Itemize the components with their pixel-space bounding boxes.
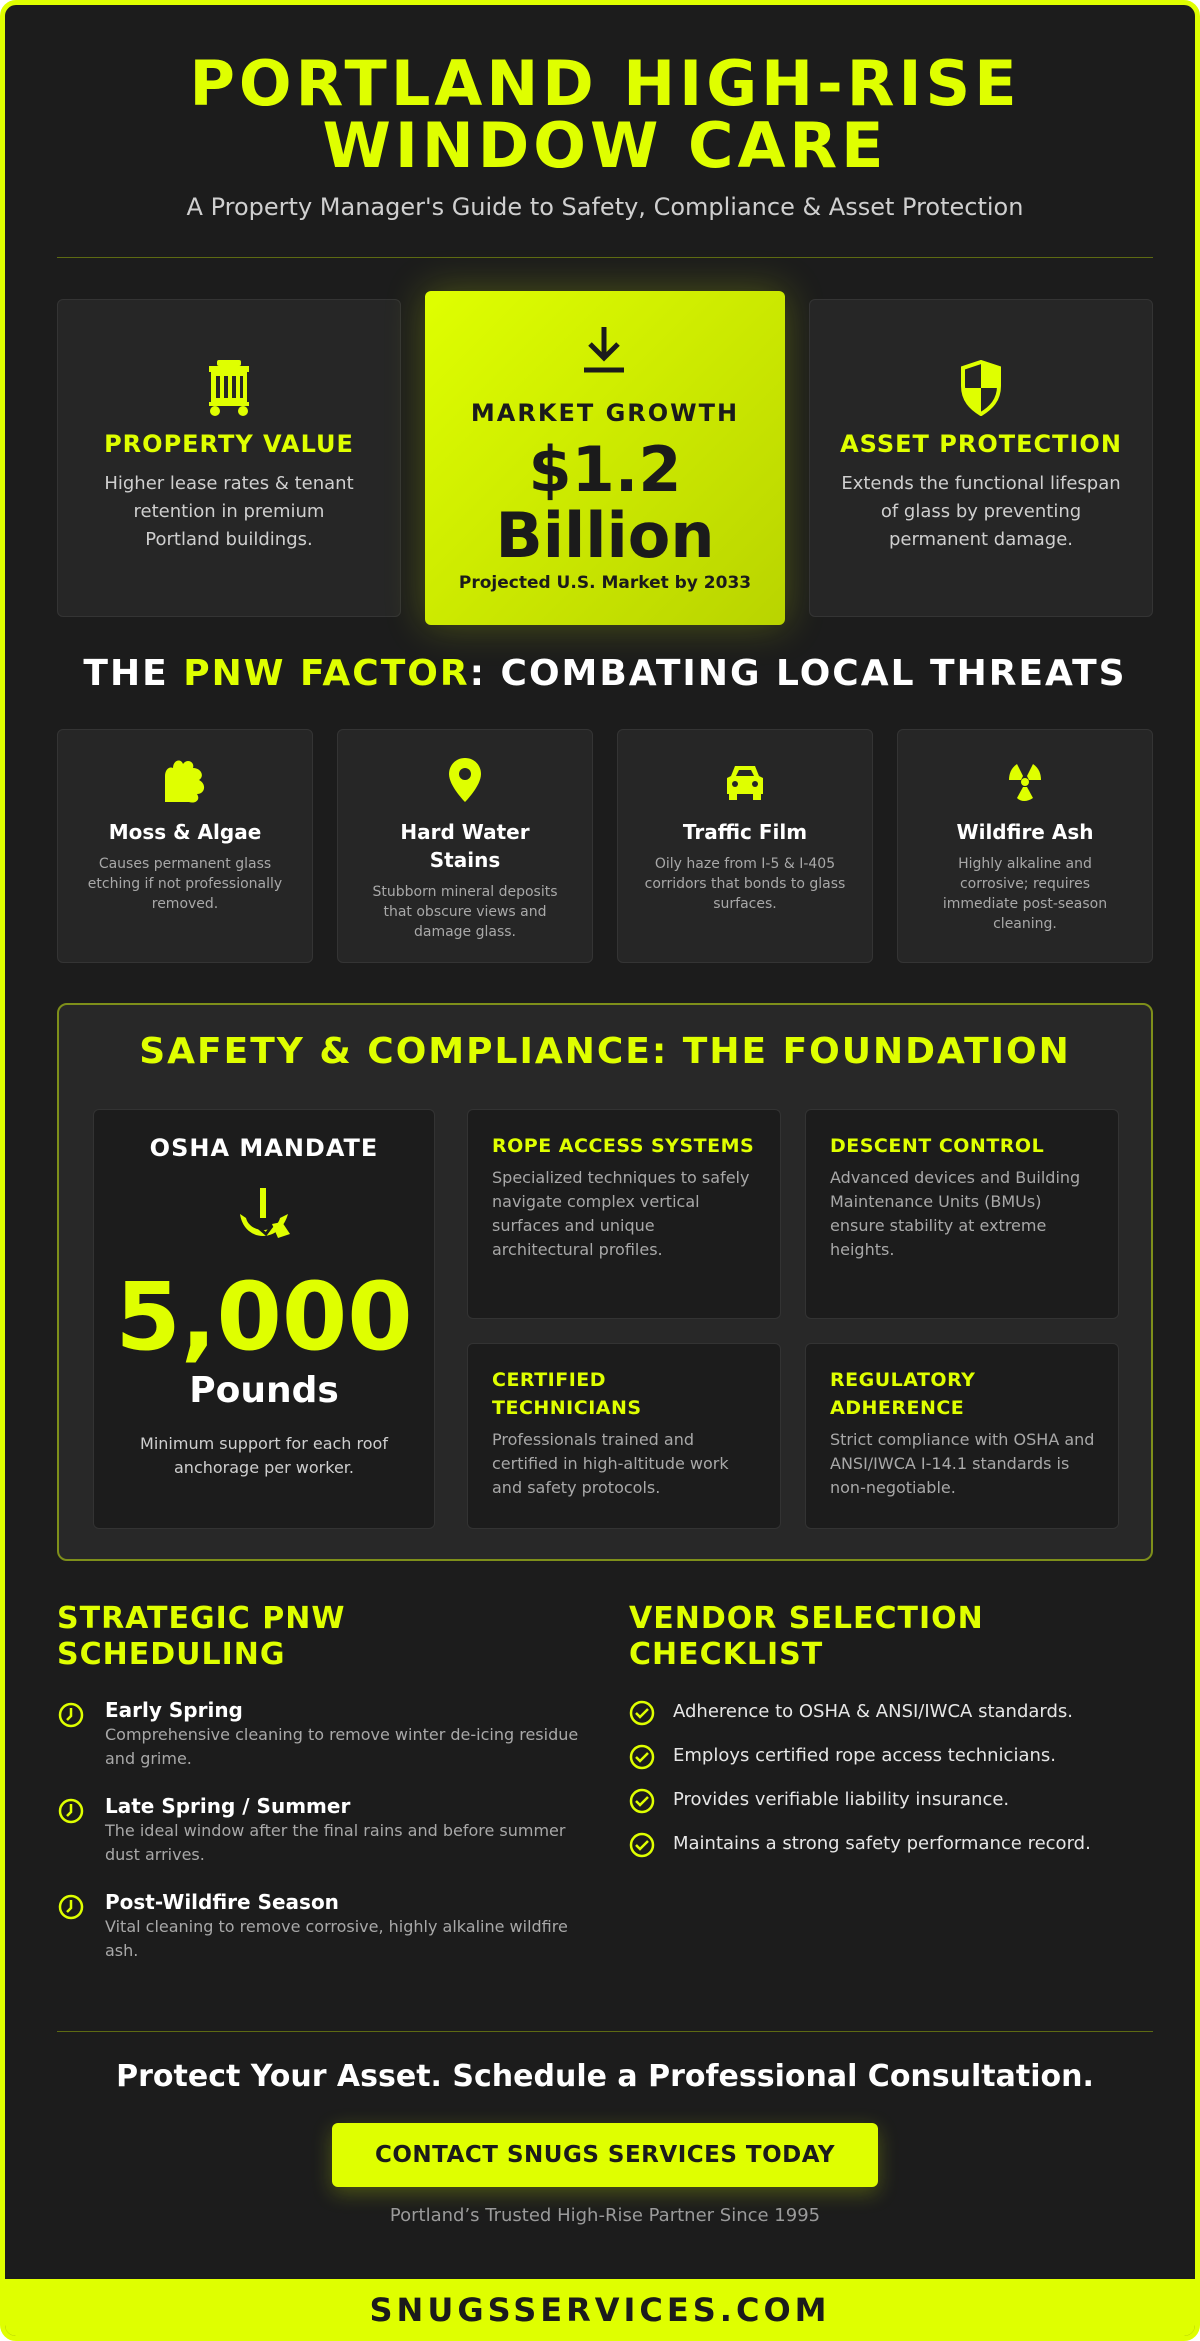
car-icon [721, 756, 769, 804]
safety-item-text: Strict compliance with OSHA and ANSI/IWCA I-14.1 standards is non-negotiable. [830, 1430, 1095, 1497]
footer-bar [5, 2279, 1195, 2341]
market-growth-card [425, 291, 785, 625]
schedule-item-text: Comprehensive cleaning to remove winter de-icing residue and grime. [105, 1725, 579, 1768]
market-growth-value: $1.2 Billion [495, 433, 715, 572]
schedule-item-title: Late Spring / Summer [105, 1794, 351, 1818]
page-title: PORTLAND HIGH-RISE WINDOW CARE [189, 47, 1021, 182]
contact-button[interactable]: CONTACT SNUGS SERVICES TODAY [332, 2123, 878, 2187]
safety-title: SAFETY & COMPLIANCE: THE FOUNDATION [139, 1031, 1071, 1072]
osha-text: Minimum support for each roof anchorage per worker. [140, 1434, 388, 1477]
check-circle-icon [629, 1744, 655, 1770]
check-circle-icon [629, 1832, 655, 1858]
check-circle-icon [629, 1788, 655, 1814]
osha-mandate-card [93, 1109, 435, 1529]
safety-item-text: Professionals trained and certified in high-altitude work and safety protocols. [492, 1430, 729, 1497]
asset-protection-text: Extends the functional lifespan of glass by preventing permanent damage. [841, 473, 1121, 550]
checklist-item: Employs certified rope access technicians. [629, 1743, 1149, 1769]
schedule-item [57, 1793, 597, 1867]
rope-access-box [467, 1109, 781, 1319]
page-subtitle: A Property Manager's Guide to Safety, Compliance & Asset Protection [186, 193, 1024, 221]
pnw-factor-title: THE PNW FACTOR: COMBATING LOCAL THREATS [83, 653, 1127, 694]
market-growth-label: MARKET GROWTH [470, 399, 740, 427]
property-value-card [57, 299, 401, 617]
tagline: Portland’s Trusted High-Rise Partner Since 1995 [389, 2205, 821, 2226]
shield-icon [959, 360, 1003, 416]
cta-title: Protect Your Asset. Schedule a Professional Consultation. [116, 2059, 1094, 2094]
schedule-item-title: Early Spring [105, 1698, 243, 1722]
schedule-item-title: Post-Wildfire Season [105, 1890, 339, 1914]
divider [57, 257, 1153, 258]
threat-card-wildfire-ash [897, 729, 1153, 963]
safety-item-title: REGULATORY ADHERENCE [830, 1369, 976, 1419]
clock-icon [57, 1893, 85, 1921]
regulatory-adherence-box [805, 1343, 1119, 1529]
threat-text: Highly alkaline and corrosive; requires immediate post-season cleaning. [942, 856, 1108, 932]
threat-text: Causes permanent glass etching if not professionally removed. [87, 856, 283, 912]
anchor-icon [232, 1188, 296, 1244]
asset-protection-card [809, 299, 1153, 617]
threat-text: Stubborn mineral deposits that obscure views and damage glass. [372, 884, 558, 940]
scheduling-title: STRATEGIC PNW SCHEDULING [57, 1601, 346, 1672]
schedule-item-text: The ideal window after the final rains and before summer dust arrives. [105, 1821, 566, 1864]
safety-item-title: CERTIFIED TECHNICIANS [492, 1369, 642, 1419]
clock-icon [57, 1701, 85, 1729]
market-growth-note: Projected U.S. Market by 2033 [458, 573, 752, 593]
safety-item-title: ROPE ACCESS SYSTEMS [492, 1135, 755, 1157]
safety-compliance-panel [57, 1003, 1153, 1561]
safety-item-title: DESCENT CONTROL [830, 1135, 1045, 1157]
schedule-item-text: Vital cleaning to remove corrosive, highly alkaline wildfire ash. [105, 1917, 568, 1960]
map-pin-icon [445, 756, 485, 804]
threat-card-moss [57, 729, 313, 963]
checklist-item: Maintains a strong safety performance record. [629, 1831, 1149, 1857]
schedule-item [57, 1697, 597, 1771]
safety-item-text: Advanced devices and Building Maintenance Units (BMUs) ensure stability at extreme heights. [830, 1168, 1081, 1259]
certified-technicians-box [467, 1343, 781, 1529]
asset-protection-title: ASSET PROTECTION [840, 430, 1122, 458]
threat-card-hard-water [337, 729, 593, 963]
clock-icon [57, 1797, 85, 1825]
checklist-item: Adherence to OSHA & ANSI/IWCA standards. [629, 1699, 1149, 1725]
radiation-icon [1001, 756, 1049, 804]
divider [57, 2031, 1153, 2032]
osha-unit: Pounds [189, 1370, 339, 1411]
checklist-item: Provides verifiable liability insurance. [629, 1787, 1149, 1813]
moss-icon [161, 756, 209, 804]
threat-title: Hard Water Stains [400, 820, 530, 872]
threat-title: Moss & Algae [108, 820, 262, 844]
download-arrow-icon [581, 327, 627, 373]
check-circle-icon [629, 1700, 655, 1726]
threat-card-traffic-film [617, 729, 873, 963]
property-value-title: PROPERTY VALUE [104, 430, 354, 458]
schedule-item [57, 1889, 597, 1963]
osha-value: 5,000 [115, 1263, 413, 1372]
checklist-title: VENDOR SELECTION CHECKLIST [629, 1601, 984, 1672]
website-link[interactable]: SNUGSSERVICES.COM [369, 2291, 831, 2329]
safety-item-text: Specialized techniques to safely navigate complex vertical surfaces and unique architectural profiles. [492, 1168, 750, 1259]
threat-title: Wildfire Ash [956, 820, 1094, 844]
property-value-text: Higher lease rates & tenant retention in premium Portland buildings. [104, 473, 354, 550]
threat-text: Oily haze from I-5 & I-405 corridors that bonds to glass surfaces. [644, 856, 846, 912]
threat-title: Traffic Film [682, 820, 808, 844]
descent-control-box [805, 1109, 1119, 1319]
osha-title: OSHA MANDATE [149, 1134, 379, 1162]
building-icon [205, 360, 253, 416]
